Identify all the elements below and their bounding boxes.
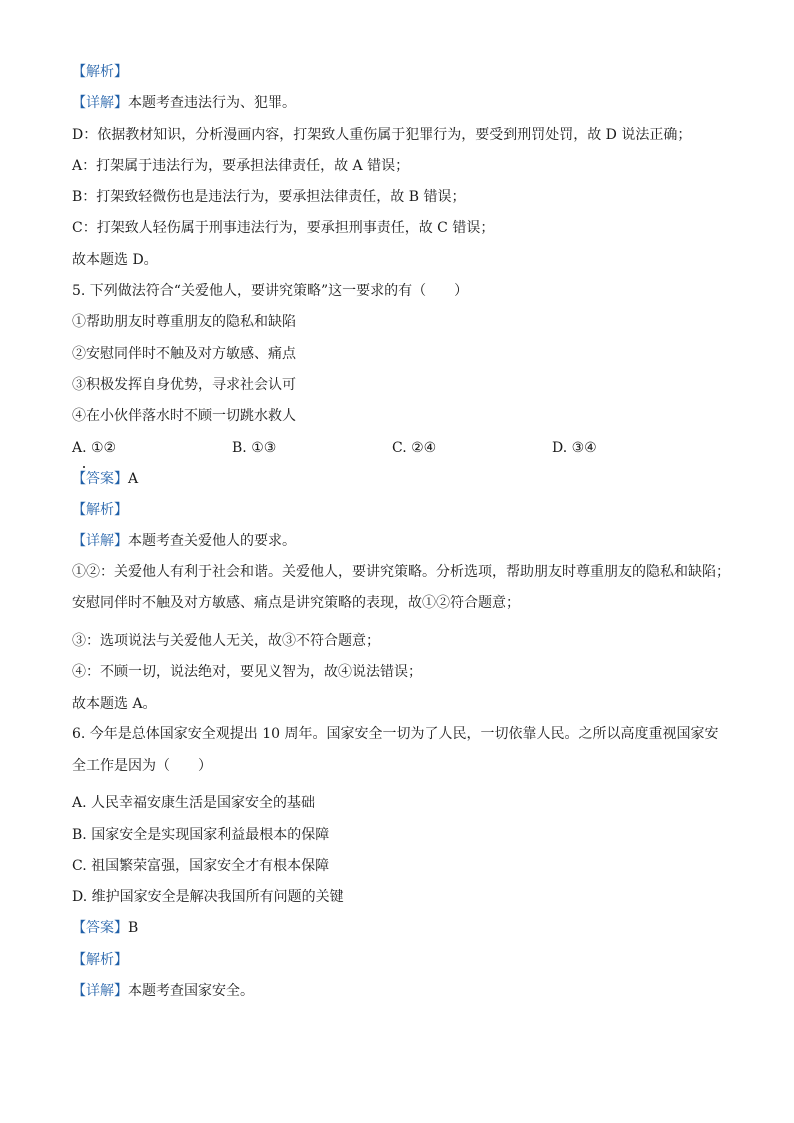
analysis-tag: 【解析】	[72, 502, 128, 519]
answer-value: B	[128, 920, 139, 937]
analysis-heading	[72, 500, 732, 531]
question-6-option-c: C. 祖国繁荣富强，国家安全才有根本保障	[72, 857, 330, 874]
detail-tag: 【详解】	[72, 533, 128, 550]
document-page	[72, 62, 732, 1012]
question-6-stem: 6. 今年是总体国家安全观提出 10 周年。国家安全一切为了人民，一切依靠人民。之所以高度重视国家安全工作是因为（ ）	[72, 726, 719, 774]
explanation-line: ④：不顾一切，说法绝对，要见义智为，故④说法错误；	[72, 664, 422, 681]
question-6-option-a: A. 人民幸福安康生活是国家安全的基础	[72, 795, 316, 812]
answer-tag: 【答案】	[72, 920, 128, 937]
question-5-options	[72, 438, 712, 469]
detail-text: 本题考查关爱他人的要求。	[128, 533, 296, 550]
explanation-paragraph: ①②：关爱他人有利于社会和谐。关爱他人，要讲究策略。分析选项，帮助朋友时尊重朋友的隐私和缺陷；安慰同伴时不触及对方敏感、痛点是讲究策略的表现，故①②符合题意；	[72, 564, 730, 612]
detail-tag: 【详解】	[72, 983, 128, 1000]
question-6-option-d: D. 维护国家安全是解决我国所有问题的关键	[72, 889, 344, 906]
conclusion-line: 故本题选 A。	[72, 695, 157, 712]
detail-tag: 【详解】	[72, 95, 128, 112]
question-5-item: ④在小伙伴落水时不顾一切跳水救人	[72, 408, 296, 425]
explanation-line: C：打架致人轻伤属于刑事违法行为，要承担刑事责任，故 C 错误；	[72, 220, 495, 237]
question-6-option-b: B. 国家安全是实现国家利益最根本的保障	[72, 826, 330, 843]
explanation-line: D：依据教材知识，分析漫画内容，打架致人重伤属于犯罪行为，要受到刑罚处罚，故 D 说法正确；	[72, 126, 692, 143]
analysis-heading	[72, 62, 732, 93]
answer-value: A	[128, 470, 139, 487]
option-c: C. ②④	[392, 439, 437, 456]
explanation-line: A：打架属于违法行为，要承担法律责任，故 A 错误；	[72, 157, 410, 174]
answer-line	[72, 469, 732, 500]
explanation-line: B：打架致轻微伤也是违法行为，要承担法律责任，故 B 错误；	[72, 189, 466, 206]
answer-tag: 【答案】	[72, 470, 128, 487]
option-d: D. ③④	[552, 439, 597, 456]
detail-line	[72, 93, 732, 124]
option-b: B. ①③	[232, 439, 277, 456]
detail-text: 本题考查国家安全。	[128, 983, 254, 1000]
answer-line	[72, 918, 732, 949]
detail-text: 本题考查违法行为、犯罪。	[128, 95, 296, 112]
question-5-item: ②安慰同伴时不触及对方敏感、痛点	[72, 345, 296, 362]
option-a: A. ①②	[72, 439, 117, 456]
analysis-tag: 【解析】	[72, 64, 128, 80]
analysis-heading	[72, 950, 732, 981]
question-5-item: ③积极发挥自身优势，寻求社会认可	[72, 376, 296, 393]
stray-mark	[83, 466, 85, 468]
conclusion-line: 故本题选 D。	[72, 251, 158, 268]
explanation-line: ③：选项说法与关爱他人无关，故③不符合题意；	[72, 633, 380, 650]
question-5-stem: 5. 下列做法符合“关爱他人，要讲究策略”这一要求的有（ ）	[72, 283, 469, 300]
detail-line	[72, 981, 732, 1012]
question-5-item: ①帮助朋友时尊重朋友的隐私和缺陷	[72, 314, 296, 331]
analysis-tag: 【解析】	[72, 951, 128, 968]
